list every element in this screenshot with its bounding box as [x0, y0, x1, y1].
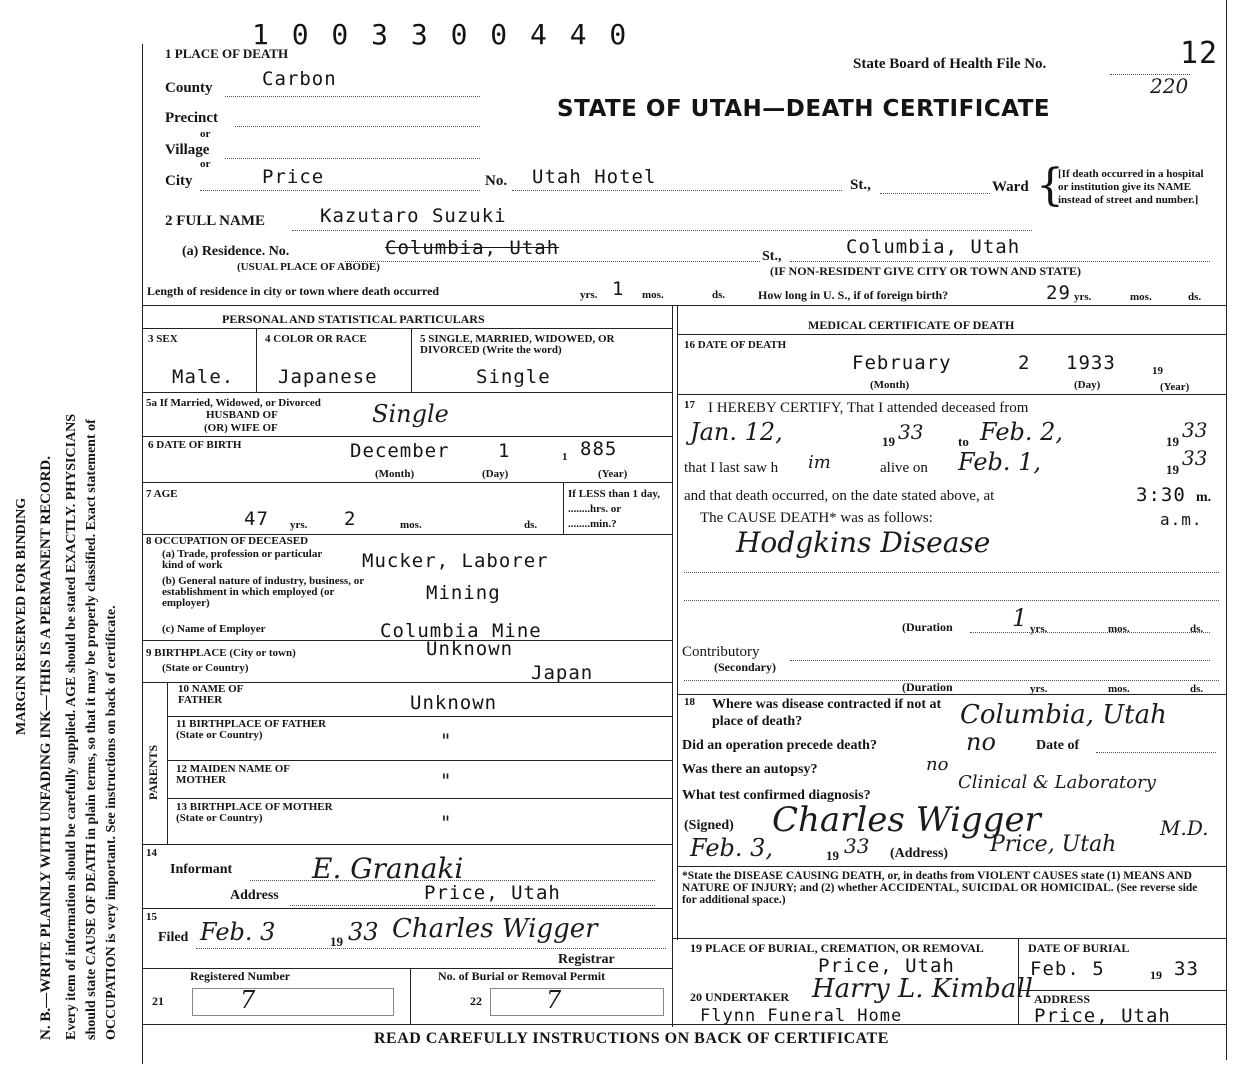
death-year: 1933: [1066, 352, 1116, 374]
attended-from: Jan. 12,: [690, 418, 783, 446]
dob-year: 885: [580, 438, 618, 460]
attended-to: Feb. 2,: [980, 418, 1064, 446]
attended-to-year-prefix: 19: [1166, 434, 1179, 449]
dob-year-label: (Year): [598, 468, 628, 480]
undertaker-label: 20 UNDERTAKER: [690, 990, 790, 1004]
father-birthplace-label: 11 BIRTHPLACE OF FATHER (State or Country): [176, 718, 327, 741]
sex-value: Male.: [172, 366, 235, 388]
attended-to-year: 33: [1182, 418, 1208, 442]
am-label: a.m.: [1160, 510, 1203, 529]
father-label: 10 NAME OF FATHER: [178, 683, 243, 706]
occupation-c-label: (c) Name of Employer: [162, 623, 266, 635]
marital-label: 5 SINGLE, MARRIED, WIDOWED, OR DIVORCED (Write the word): [420, 333, 615, 356]
mother-birthplace-value: ": [440, 812, 453, 834]
parents-label: PARENTS: [146, 744, 160, 800]
spouse-label-b: HUSBAND OF: [206, 409, 278, 421]
age-ds-label: ds.: [524, 519, 538, 531]
footnote: *State the DISEASE CAUSING DEATH, or, in deaths from VIOLENT CAUSES state (1) MEANS AND NATURE OF INJURY; and (2) whether ACCIDENTAL, SUICIDAL OR HOMICIDAL. (See reverse side for additional space.): [682, 870, 1198, 906]
test-label: What test confirmed diagnosis?: [682, 788, 871, 803]
margin-binding-text: MARGIN RESERVED FOR BINDING: [14, 497, 29, 735]
no-label: No.: [485, 173, 508, 189]
duration-mos-label: mos.: [1108, 623, 1130, 635]
burial-permit-box: [490, 988, 664, 1016]
occupation-a-label: (a) Trade, profession or particular kind of work: [162, 548, 323, 571]
filed-label: Filed: [158, 930, 189, 945]
contributory-label: Contributory: [682, 644, 760, 660]
street-no-value: Utah Hotel: [532, 166, 657, 188]
personal-header: PERSONAL AND STATISTICAL PARTICULARS: [222, 312, 485, 326]
filed-date: Feb. 3: [200, 918, 276, 946]
burial-place-value: Price, Utah: [818, 955, 955, 977]
race-value: Japanese: [278, 366, 378, 388]
secondary-label: (Secondary): [714, 660, 776, 674]
race-label: 4 COLOR OR RACE: [265, 333, 367, 345]
ward-label: Ward: [992, 179, 1029, 195]
death-occurred-text: and that death occurred, on the date stated above, at: [684, 488, 995, 504]
filed-num: 15: [146, 911, 157, 923]
center-divider: [672, 305, 673, 1027]
sex-label: 3 SEX: [148, 333, 178, 345]
undertaker-sign: Harry L. Kimball: [812, 974, 1033, 1004]
filed-year: 33: [348, 918, 379, 946]
margin-instructions-line2: Every item of information should be carefully supplied. AGE should be stated EXACTLY. PHYSICIANS: [64, 413, 79, 1040]
last-saw-year: 33: [1182, 446, 1208, 470]
age-months: 2: [344, 508, 357, 530]
occupation-label: 8 OCCUPATION OF DECEASED: [146, 535, 309, 547]
death-time: 3:30: [1136, 484, 1186, 506]
spouse-value: Single: [372, 400, 449, 428]
death-day: 2: [1018, 352, 1031, 374]
age-mos-label: mos.: [400, 519, 422, 531]
autopsy-label: Was there an autopsy?: [682, 762, 818, 777]
dob-year-prefix: 1: [562, 451, 568, 463]
duration-label: (Duration: [902, 620, 953, 634]
contracted-value: Columbia, Utah: [960, 700, 1167, 730]
us-ds-label: ds.: [1188, 291, 1202, 303]
death-year-label: (Year): [1160, 381, 1190, 393]
outer-right-border: [1226, 0, 1227, 1060]
cause-value: Hodgkins Disease: [736, 526, 991, 559]
occupation-c-value: Columbia Mine: [380, 620, 542, 642]
reg-number-num: 21: [152, 994, 164, 1008]
margin-instructions-line4: OCCUPATION is very important. See instructions on back of certificate.: [104, 605, 119, 1040]
file-no: 12: [1180, 36, 1219, 71]
duration-ds-label: ds.: [1190, 623, 1204, 635]
file-no-extra: 220: [1150, 74, 1189, 98]
to-label: to: [958, 434, 969, 449]
signed-year-prefix: 19: [826, 848, 839, 863]
us-yrs-label: yrs.: [1074, 291, 1092, 303]
dob-day: 1: [498, 440, 511, 462]
q18-num: 18: [684, 696, 695, 708]
duration2-yrs-label: yrs.: [1030, 683, 1048, 695]
test-value: Clinical & Laboratory: [958, 772, 1156, 793]
last-saw-year-prefix: 19: [1166, 462, 1179, 477]
certify-text: I HEREBY CERTIFY, That I attended deceased from: [708, 400, 1029, 416]
burial-permit-num: 22: [470, 994, 482, 1008]
address-value: Price, Utah: [990, 832, 1117, 857]
death-day-label: (Day): [1074, 379, 1101, 391]
us-mos-label: mos.: [1130, 291, 1152, 303]
spouse-label-c: (OR) WIFE OF: [204, 422, 278, 434]
death-time-suffix: m.: [1196, 490, 1212, 505]
signed-year: 33: [844, 834, 870, 858]
hospital-note: [If death occurred in a hospital or institution give its NAME instead of street and number.]: [1058, 168, 1204, 206]
burial-date-value: Feb. 5: [1030, 958, 1105, 980]
residence-city-value: Columbia, Utah: [846, 236, 1021, 258]
birthplace-city: Unknown: [426, 638, 514, 660]
residence-label: (a) Residence. No.: [182, 244, 290, 259]
length-residence-label: Length of residence in city or town where death occurred: [147, 284, 440, 298]
operation-value: no: [966, 728, 996, 756]
st-label: St.,: [850, 177, 871, 193]
attended-from-year: 33: [898, 420, 924, 444]
death-month-label: (Month): [870, 379, 910, 391]
burial-year-prefix: 19: [1150, 968, 1162, 982]
residence-no-struck: Columbia, Utah: [385, 237, 560, 259]
spouse-label-a: 5a If Married, Widowed, or Divorced: [146, 397, 321, 409]
occupation-a-value: Mucker, Laborer: [362, 550, 549, 572]
us-yrs-value: 29: [1046, 282, 1071, 304]
age-yrs-label: yrs.: [290, 519, 308, 531]
precinct-label: Precinct: [165, 110, 219, 126]
file-no-label: State Board of Health File No.: [853, 56, 1047, 72]
death-date-label: 16 DATE OF DEATH: [684, 339, 787, 351]
residence-sublabel: (USUAL PLACE OF ABODE): [237, 261, 380, 273]
occupation-b-value: Mining: [426, 582, 501, 604]
last-saw-him: im: [808, 452, 831, 473]
filed-registrar: Charles Wigger: [392, 914, 598, 944]
mother-birthplace-label: 13 BIRTHPLACE OF MOTHER (State or Country): [176, 801, 333, 824]
informant-num: 14: [146, 847, 157, 859]
occupation-b-label: (b) General nature of industry, business, or establishment in which employed (or employer): [162, 575, 364, 609]
last-saw-date: Feb. 1,: [958, 448, 1042, 476]
duration-yrs-label: yrs.: [1030, 623, 1048, 635]
burial-permit-label: No. of Burial or Removal Permit: [438, 969, 606, 983]
place-of-death-label: 1 PLACE OF DEATH: [165, 46, 289, 61]
alive-on-label: alive on: [880, 460, 928, 476]
contracted-label: Where was disease contracted if not at place of death?: [712, 697, 942, 729]
duration2-label: (Duration: [902, 680, 953, 694]
informant-value: E. Granaki: [312, 852, 464, 885]
father-value: Unknown: [410, 692, 498, 714]
outer-left-border: [142, 44, 143, 1064]
burial-permit-value: 7: [546, 986, 562, 1014]
undertaker-address-value: Price, Utah: [1034, 1005, 1171, 1027]
death-month: February: [852, 352, 952, 374]
reg-number-box: [192, 988, 394, 1016]
age-years: 47: [244, 508, 269, 530]
last-saw-text: that I last saw h: [684, 460, 779, 476]
signed-label: (Signed): [684, 818, 734, 833]
document-number: 1 0 0 3 3 0 0 4 4 0: [252, 18, 630, 51]
father-birthplace-value: ": [440, 730, 453, 752]
marital-value: Single: [476, 366, 551, 388]
duration2-mos-label: mos.: [1108, 683, 1130, 695]
less-than-label: If LESS than 1 day, ........hrs. or ........min.?: [568, 488, 661, 530]
mother-label: 12 MAIDEN NAME OF MOTHER: [176, 763, 290, 786]
county-label: County: [165, 80, 213, 96]
or-label-1: or: [200, 128, 211, 140]
certify-num: 17: [684, 399, 695, 411]
nonresident-note: (IF NON-RESIDENT GIVE CITY OR TOWN AND STATE): [770, 264, 1082, 278]
signed-date: Feb. 3,: [690, 834, 774, 862]
undertaker-value: Flynn Funeral Home: [700, 1006, 903, 1026]
signed-value: Charles Wigger: [772, 800, 1041, 840]
burial-year: 33: [1174, 958, 1199, 980]
registrar-label: Registrar: [558, 952, 615, 967]
operation-label: Did an operation precede death?: [682, 738, 877, 753]
full-name-value: Kazutaro Suzuki: [320, 205, 507, 227]
age-label: 7 AGE: [146, 488, 178, 500]
length-yrs-label: yrs.: [580, 289, 598, 301]
informant-address-label: Address: [230, 888, 279, 903]
address-label: (Address): [890, 846, 949, 861]
margin-instructions-line1: N. B.—WRITE PLAINLY WITH UNFADING INK—THIS IS A PERMANENT RECORD.: [38, 456, 54, 1040]
village-label: Village: [165, 142, 210, 158]
margin-instructions-line3: should state CAUSE OF DEATH in plain terms, so that it may be properly classified. Exact statement of: [84, 419, 99, 1040]
length-ds-label: ds.: [712, 289, 726, 301]
birthplace-label: 9 BIRTHPLACE (City or town): [146, 647, 296, 659]
death-year-prefix: 19: [1152, 365, 1163, 377]
length-yrs-value: 1: [612, 278, 625, 300]
birthplace-sublabel: (State or Country): [162, 662, 249, 674]
signed-suffix: M.D.: [1160, 816, 1209, 840]
dob-label: 6 DATE OF BIRTH: [148, 439, 242, 451]
filed-year-prefix: 19: [330, 934, 343, 949]
or-label-2: or: [200, 158, 211, 170]
dob-day-label: (Day): [482, 468, 509, 480]
us-residence-label: How long in U. S., if of foreign birth?: [758, 288, 949, 302]
dob-month-label: (Month): [375, 468, 415, 480]
length-mos-label: mos.: [642, 289, 664, 301]
document-title: STATE OF UTAH—DEATH CERTIFICATE: [557, 96, 1051, 122]
footer-instructions: READ CAREFULLY INSTRUCTIONS ON BACK OF CERTIFICATE: [374, 1030, 889, 1047]
attended-from-year-prefix: 19: [882, 434, 895, 449]
date-of-label: Date of: [1036, 738, 1080, 753]
reg-number-value: 7: [240, 986, 256, 1014]
burial-place-label: 19 PLACE OF BURIAL, CREMATION, OR REMOVAL: [690, 941, 984, 955]
duration2-ds-label: ds.: [1190, 683, 1204, 695]
informant-label: Informant: [170, 862, 233, 877]
duration-yrs: 1: [1012, 604, 1028, 632]
burial-date-label: DATE OF BURIAL: [1028, 941, 1130, 955]
cause-label: The CAUSE DEATH* was as follows:: [700, 510, 933, 526]
full-name-label: 2 FULL NAME: [165, 213, 266, 229]
hospital-brace: {: [1036, 160, 1064, 211]
informant-address-value: Price, Utah: [424, 882, 561, 904]
birthplace-country: Japan: [531, 662, 594, 684]
residence-st-label: St.,: [762, 249, 782, 264]
undertaker-address-label: ADDRESS: [1034, 992, 1091, 1006]
reg-number-label: Registered Number: [190, 969, 291, 983]
medical-header: MEDICAL CERTIFICATE OF DEATH: [808, 318, 1015, 332]
county-value: Carbon: [262, 68, 337, 90]
dob-month: December: [350, 440, 450, 462]
city-value: Price: [262, 166, 325, 188]
city-label: City: [165, 173, 193, 189]
autopsy-value: no: [926, 754, 949, 775]
mother-value: ": [440, 770, 453, 792]
